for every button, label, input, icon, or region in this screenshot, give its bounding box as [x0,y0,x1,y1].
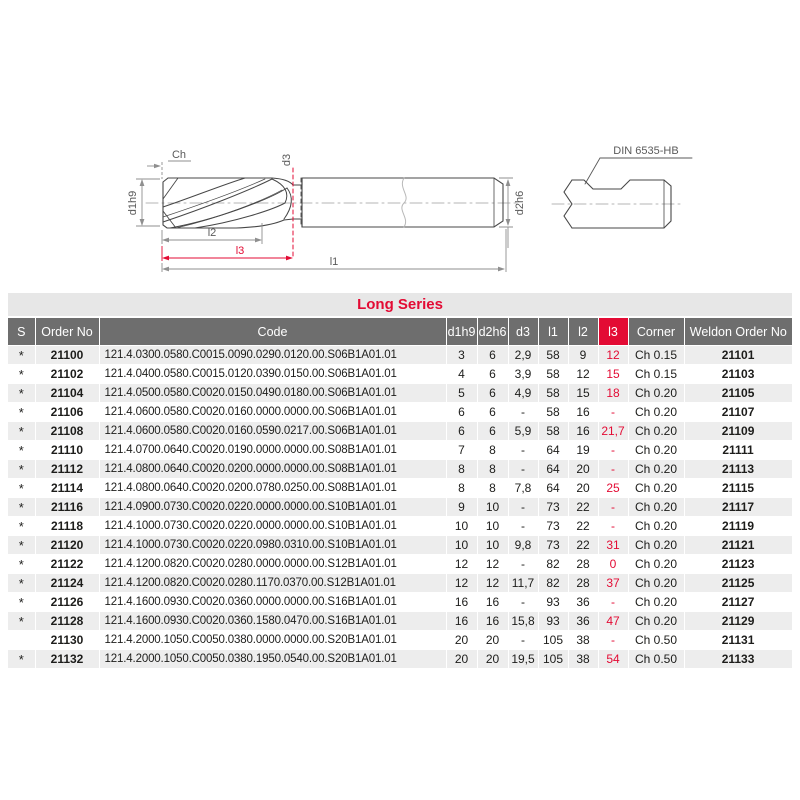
d2h6-cell: 10 [477,536,508,555]
table-row [8,574,792,593]
weldon-order-no-cell: 21103 [684,365,792,384]
stock-indicator: * [8,422,35,441]
table-row [8,631,792,650]
code-cell: 121.4.0400.0580.C0015.0120.0390.0150.00.S06B1A01.01 [99,365,446,384]
l1-cell: 58 [538,346,568,365]
corner-cell: Ch 0.15 [628,365,684,384]
weldon-order-no-cell: 21105 [684,384,792,403]
table-title-row [8,293,792,317]
l2-cell: 12 [568,365,598,384]
order-no-cell: 21114 [35,479,99,498]
stock-indicator: * [8,403,35,422]
stock-indicator [8,631,35,650]
l3-cell: - [598,517,628,536]
table-title: Long Series [8,293,792,317]
code-cell: 121.4.0900.0730.C0020.0220.0000.0000.00.S10B1A01.01 [99,498,446,517]
dim-label-d3: d3 [281,153,293,167]
d2h6-cell: 8 [477,441,508,460]
l3-cell: 54 [598,650,628,669]
l2-cell: 16 [568,422,598,441]
weldon-order-no-cell: 21117 [684,498,792,517]
stock-indicator: * [8,460,35,479]
stock-indicator: * [8,365,35,384]
d2h6-cell: 16 [477,612,508,631]
table-body [8,346,792,669]
l2-cell: 16 [568,403,598,422]
order-no-cell: 21122 [35,555,99,574]
l2-cell: 36 [568,593,598,612]
code-cell: 121.4.0500.0580.C0020.0150.0490.0180.00.S06B1A01.01 [99,384,446,403]
col-header-l1: l1 [538,317,568,346]
table-row [8,593,792,612]
d3-cell: 9,8 [508,536,538,555]
d3-cell: - [508,460,538,479]
long-series-table-wrap [8,293,792,668]
code-cell: 121.4.1000.0730.C0020.0220.0000.0000.00.S10B1A01.01 [99,517,446,536]
d3-cell: - [508,631,538,650]
stock-indicator: * [8,479,35,498]
d1h9-cell: 10 [446,517,477,536]
corner-cell: Ch 0.20 [628,593,684,612]
stock-indicator: * [8,555,35,574]
order-no-cell: 21116 [35,498,99,517]
code-cell: 121.4.0300.0580.C0015.0090.0290.0120.00.S06B1A01.01 [99,346,446,365]
stock-indicator: * [8,346,35,365]
l2-cell: 20 [568,460,598,479]
col-header-corner: Corner [628,317,684,346]
l2-cell: 38 [568,650,598,669]
long-series-table [8,293,793,668]
l2-cell: 38 [568,631,598,650]
stock-indicator: * [8,650,35,669]
weldon-order-no-cell: 21123 [684,555,792,574]
code-cell: 121.4.0600.0580.C0020.0160.0590.0217.00.S06B1A01.01 [99,422,446,441]
order-no-cell: 21106 [35,403,99,422]
order-no-cell: 21100 [35,346,99,365]
table-row [8,498,792,517]
order-no-cell: 21118 [35,517,99,536]
code-cell: 121.4.0600.0580.C0020.0160.0000.0000.00.S06B1A01.01 [99,403,446,422]
d2h6-cell: 16 [477,593,508,612]
l3-cell: - [598,460,628,479]
d2h6-cell: 12 [477,555,508,574]
corner-cell: Ch 0.20 [628,441,684,460]
d3-cell: 2,9 [508,346,538,365]
d1h9-cell: 7 [446,441,477,460]
order-no-cell: 21102 [35,365,99,384]
l1-cell: 64 [538,441,568,460]
stock-indicator: * [8,517,35,536]
col-header-d3: d3 [508,317,538,346]
l1-cell: 82 [538,574,568,593]
d1h9-cell: 16 [446,612,477,631]
weldon-order-no-cell: 21109 [684,422,792,441]
weldon-order-no-cell: 21115 [684,479,792,498]
order-no-cell: 21132 [35,650,99,669]
d3-cell: - [508,441,538,460]
l1-cell: 73 [538,517,568,536]
d2h6-cell: 10 [477,517,508,536]
weldon-order-no-cell: 21129 [684,612,792,631]
l3-cell: - [598,403,628,422]
d3-cell: - [508,498,538,517]
d2h6-cell: 6 [477,365,508,384]
corner-cell: Ch 0.20 [628,460,684,479]
l2-cell: 9 [568,346,598,365]
stock-indicator: * [8,574,35,593]
d1h9-cell: 12 [446,555,477,574]
corner-cell: Ch 0.20 [628,384,684,403]
table-row [8,555,792,574]
weldon-order-no-cell: 21131 [684,631,792,650]
order-no-cell: 21120 [35,536,99,555]
d2h6-cell: 8 [477,479,508,498]
order-no-cell: 21126 [35,593,99,612]
dim-label-l2: l2 [207,227,217,239]
stock-indicator: * [8,498,35,517]
corner-cell: Ch 0.20 [628,479,684,498]
l3-cell: - [598,593,628,612]
table-row [8,460,792,479]
dim-label-d1h9: d1h9 [127,190,139,216]
corner-cell: Ch 0.20 [628,612,684,631]
l3-cell: 37 [598,574,628,593]
d1h9-cell: 20 [446,631,477,650]
l1-cell: 58 [538,403,568,422]
col-header-l2: l2 [568,317,598,346]
d1h9-cell: 8 [446,460,477,479]
d1h9-cell: 4 [446,365,477,384]
l3-cell: - [598,498,628,517]
dim-label-l1: l1 [329,256,339,268]
d3-cell: 7,8 [508,479,538,498]
l3-cell: 47 [598,612,628,631]
l1-cell: 105 [538,650,568,669]
d1h9-cell: 9 [446,498,477,517]
l2-cell: 22 [568,536,598,555]
d2h6-cell: 6 [477,346,508,365]
order-no-cell: 21110 [35,441,99,460]
dimension-arrows [140,164,511,272]
d2h6-cell: 8 [477,460,508,479]
l2-cell: 19 [568,441,598,460]
corner-cell: Ch 0.20 [628,403,684,422]
d1h9-cell: 10 [446,536,477,555]
d1h9-cell: 8 [446,479,477,498]
d3-cell: 15,8 [508,612,538,631]
d2h6-cell: 12 [477,574,508,593]
d1h9-cell: 3 [446,346,477,365]
d3-cell: - [508,593,538,612]
l2-cell: 36 [568,612,598,631]
l2-cell: 15 [568,384,598,403]
l1-cell: 64 [538,479,568,498]
l1-cell: 93 [538,612,568,631]
col-header-s: S [8,317,35,346]
corner-cell: Ch 0.20 [628,555,684,574]
l2-cell: 28 [568,574,598,593]
l3-cell: 31 [598,536,628,555]
l2-cell: 28 [568,555,598,574]
l1-cell: 82 [538,555,568,574]
code-cell: 121.4.1200.0820.C0020.0280.1170.0370.00.S12B1A01.01 [99,574,446,593]
d3-cell: 11,7 [508,574,538,593]
table-row [8,384,792,403]
stock-indicator: * [8,384,35,403]
stock-indicator: * [8,441,35,460]
d3-cell: - [508,555,538,574]
table-row [8,441,792,460]
d3-cell: - [508,403,538,422]
l1-cell: 73 [538,498,568,517]
col-header-order-no: Order No [35,317,99,346]
corner-cell: Ch 0.15 [628,346,684,365]
l3-cell: 18 [598,384,628,403]
d2h6-cell: 20 [477,650,508,669]
corner-cell: Ch 0.20 [628,517,684,536]
table-row [8,536,792,555]
table-row [8,365,792,384]
corner-cell: Ch 0.20 [628,422,684,441]
code-cell: 121.4.2000.1050.C0050.0380.0000.0000.00.S20B1A01.01 [99,631,446,650]
end-mill-drawing [146,168,516,259]
l2-cell: 22 [568,498,598,517]
table-row [8,612,792,631]
l3-cell: 15 [598,365,628,384]
code-cell: 121.4.0800.0640.C0020.0200.0000.0000.00.S08B1A01.01 [99,460,446,479]
weldon-order-no-cell: 21113 [684,460,792,479]
l3-cell: 0 [598,555,628,574]
d1h9-cell: 12 [446,574,477,593]
order-no-cell: 21112 [35,460,99,479]
col-header-d2h6: d2h6 [477,317,508,346]
col-header-d1h9: d1h9 [446,317,477,346]
code-cell: 121.4.1600.0930.C0020.0360.0000.0000.00.S16B1A01.01 [99,593,446,612]
weldon-order-no-cell: 21121 [684,536,792,555]
table-row [8,422,792,441]
l1-cell: 58 [538,422,568,441]
d2h6-cell: 10 [477,498,508,517]
d3-cell: 19,5 [508,650,538,669]
corner-cell: Ch 0.50 [628,631,684,650]
table-row [8,403,792,422]
corner-cell: Ch 0.50 [628,650,684,669]
d1h9-cell: 20 [446,650,477,669]
order-no-cell: 21124 [35,574,99,593]
order-no-cell: 21104 [35,384,99,403]
technical-drawing [0,0,800,290]
l1-cell: 58 [538,384,568,403]
table-row [8,650,792,669]
code-cell: 121.4.2000.1050.C0050.0380.1950.0540.00.S20B1A01.01 [99,650,446,669]
weldon-order-no-cell: 21125 [684,574,792,593]
d2h6-cell: 6 [477,422,508,441]
dim-label-l3: l3 [235,245,245,257]
shank-detail-drawing [552,145,692,228]
d3-cell: - [508,517,538,536]
code-cell: 121.4.1200.0820.C0020.0280.0000.0000.00.S12B1A01.01 [99,555,446,574]
weldon-order-no-cell: 21133 [684,650,792,669]
code-cell: 121.4.1600.0930.C0020.0360.1580.0470.00.S16B1A01.01 [99,612,446,631]
corner-cell: Ch 0.20 [628,536,684,555]
stock-indicator: * [8,612,35,631]
stock-indicator: * [8,536,35,555]
d2h6-cell: 6 [477,403,508,422]
d3-cell: 5,9 [508,422,538,441]
table-row [8,517,792,536]
l1-cell: 93 [538,593,568,612]
d2h6-cell: 6 [477,384,508,403]
code-cell: 121.4.0700.0640.C0020.0190.0000.0000.00.S08B1A01.01 [99,441,446,460]
d1h9-cell: 6 [446,403,477,422]
weldon-order-no-cell: 21107 [684,403,792,422]
col-header-weldon-order-no: Weldon Order No [684,317,792,346]
weldon-order-no-cell: 21119 [684,517,792,536]
l1-cell: 105 [538,631,568,650]
d2h6-cell: 20 [477,631,508,650]
l3-cell: 21,7 [598,422,628,441]
weldon-order-no-cell: 21127 [684,593,792,612]
l1-cell: 73 [538,536,568,555]
d1h9-cell: 16 [446,593,477,612]
table-row [8,479,792,498]
dim-label-ch: Ch [171,149,187,161]
order-no-cell: 21128 [35,612,99,631]
d1h9-cell: 6 [446,422,477,441]
table-row [8,346,792,365]
col-header-l3: l3 [598,317,628,346]
corner-cell: Ch 0.20 [628,498,684,517]
l2-cell: 20 [568,479,598,498]
l3-cell: 12 [598,346,628,365]
l3-cell: - [598,441,628,460]
col-header-code: Code [99,317,446,346]
corner-cell: Ch 0.20 [628,574,684,593]
code-cell: 121.4.0800.0640.C0020.0200.0780.0250.00.S08B1A01.01 [99,479,446,498]
l1-cell: 58 [538,365,568,384]
d1h9-cell: 5 [446,384,477,403]
l3-cell: - [598,631,628,650]
d3-cell: 4,9 [508,384,538,403]
order-no-cell: 21108 [35,422,99,441]
din-standard-label: DIN 6535-HB [613,145,679,157]
d3-cell: 3,9 [508,365,538,384]
table-header-row [8,317,792,346]
l3-cell: 25 [598,479,628,498]
dim-label-d2h6: d2h6 [514,190,526,216]
code-cell: 121.4.1000.0730.C0020.0220.0980.0310.00.S10B1A01.01 [99,536,446,555]
l1-cell: 64 [538,460,568,479]
weldon-order-no-cell: 21101 [684,346,792,365]
l2-cell: 22 [568,517,598,536]
order-no-cell: 21130 [35,631,99,650]
stock-indicator: * [8,593,35,612]
weldon-order-no-cell: 21111 [684,441,792,460]
